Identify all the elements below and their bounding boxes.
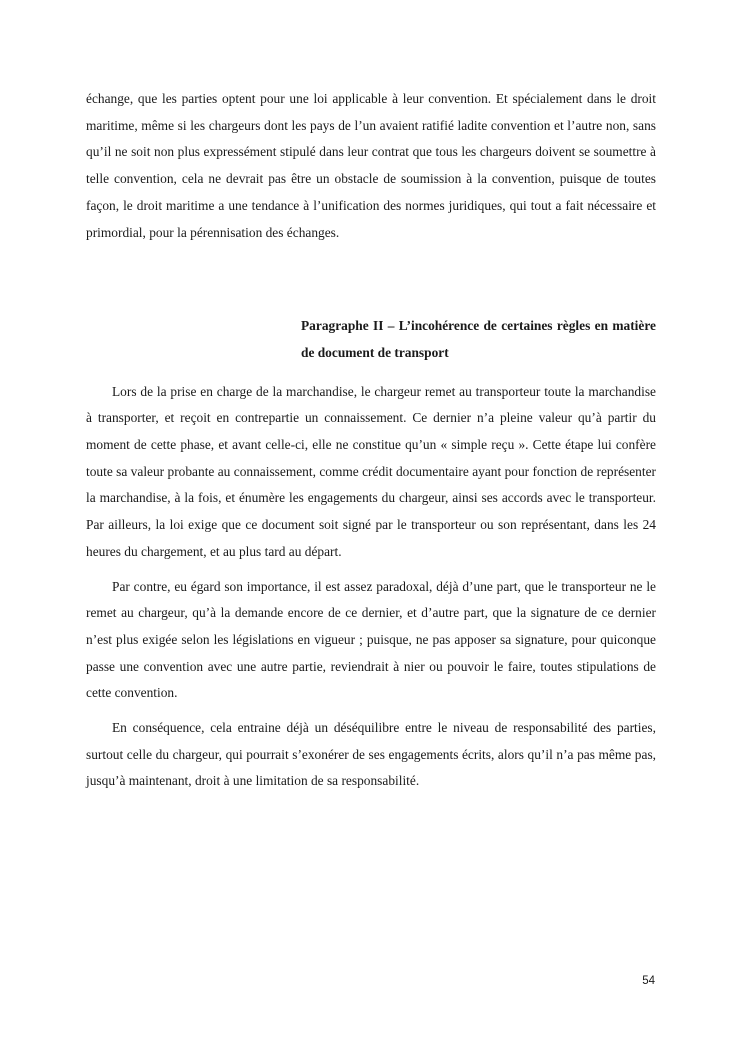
paragraph-3: Par contre, eu égard son importance, il est assez paradoxal, déjà d’une part, que le transporteur ne le remet au chargeur, qu’à la demande encore de ce dernier, et d’autre part, que la signature de ce dernier n’est plus exigée selon les législations en vigueur ; puisque, ne pas apposer sa signature, pour quiconque passe une convention avec une autre partie, reviendrait à nier ou pouvoir le faire, toutes stipulations de cette convention. — [86, 578, 656, 701]
page-number: 54 — [642, 975, 655, 987]
section-heading: Paragraphe II – L’incohérence de certaines règles en matière de document de transport — [301, 318, 656, 360]
paragraph-4: En conséquence, cela entraine déjà un déséquilibre entre le niveau de responsabilité des parties, surtout celle du chargeur, qui pourrait s’exonérer de ses engagements écrits, alors qu’il n’a pas même pas, jusqu’à maintenant, droit à une limitation de sa responsabilité. — [86, 720, 656, 789]
paragraph-continued: échange, que les parties optent pour une loi applicable à leur convention. Et spécialement dans le droit maritime, même si les chargeurs dont les pays de l’un avaient ratifié ladite convention et l’autre non, sans qu’il ne soit non plus expressément stipulé dans leur contrat que tous les chargeurs doivent se soumettre à telle convention, cela ne devrait pas être un obstacle de soumission à la convention, puisque de toutes façon, le droit maritime a une tendance à l’unification des normes juridiques, qui tout a fait nécessaire et primordial, pour la pérennisation des échanges. — [86, 91, 656, 240]
section-heading-block — [301, 313, 656, 366]
paragraph-2: Lors de la prise en charge de la marchandise, le chargeur remet au transporteur toute la marchandise à transporter, et reçoit en contrepartie un connaissement. Ce dernier n’a pleine valeur qu’à partir du moment de cette phase, et avant celle-ci, elle ne constitue qu’un « simple reçu ». Cette étape lui confère toute sa valeur probante au connaissement, comme crédit documentaire ayant pour fonction de représenter la marchandise, à la fois, et énumère les engagements du chargeur, ainsi ses accords avec le transporteur. Par ailleurs, la loi exige que ce document soit signé par le transporteur ou son représentant, dans les 24 heures du chargement, et au plus tard au départ. — [86, 383, 656, 559]
document-page — [86, 86, 656, 795]
